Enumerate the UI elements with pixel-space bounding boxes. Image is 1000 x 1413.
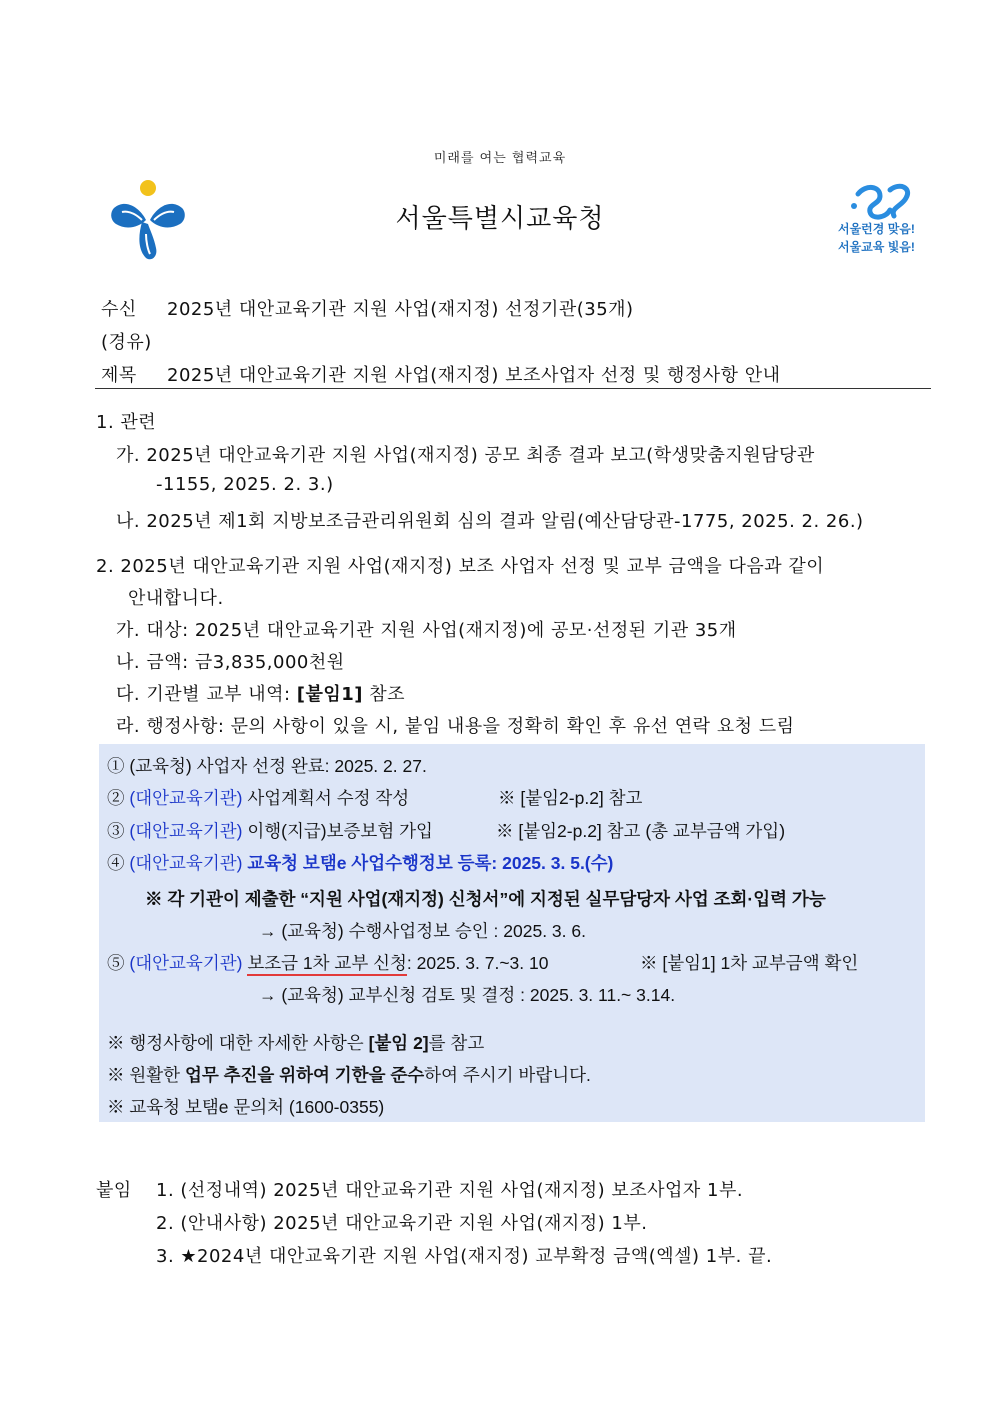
section-2-line2: 안내합니다. bbox=[128, 588, 224, 609]
subject-value: 2025년 대안교육기관 지원 사업(재지정) 보조사업자 선정 및 행정사항 안내 bbox=[167, 365, 781, 386]
step-2-note: ※ [붙임2-p.2] 참고 bbox=[498, 788, 643, 808]
section-2-item-c bbox=[116, 680, 405, 706]
recipient-value: 2025년 대안교육기관 지원 사업(재지정) 선정기관(35개) bbox=[167, 299, 634, 320]
attachment-3: 3. ★2024년 대안교육기관 지원 사업(재지정) 교부확정 금액(엑셀) 1부. 끝. bbox=[156, 1246, 773, 1267]
section-2-item-a: 가. 대상: 2025년 대안교육기관 지원 사업(재지정)에 공모·선정된 기관 35개 bbox=[116, 620, 737, 641]
slogan-logo-line1: 서울런경 맞음! bbox=[838, 222, 915, 236]
box-note-2 bbox=[107, 1062, 591, 1087]
attachment-1-ref: [붙임1] bbox=[296, 684, 364, 705]
recipient-label: 수신 bbox=[101, 299, 137, 320]
step-3-text: 이행(지급)보증보험 가입 bbox=[242, 821, 433, 841]
section-2-line1: 2. 2025년 대안교육기관 지원 사업(재지정) 보조 사업자 선정 및 교부 금액을 다음과 같이 bbox=[96, 556, 825, 577]
step-2-number: ② bbox=[107, 788, 130, 808]
step-5-sub: → (교육청) 교부신청 검토 및 결정 : 2025. 3. 11.~ 3.14. bbox=[259, 985, 676, 1005]
box-note-1 bbox=[107, 1030, 484, 1055]
slogan: 미래를 여는 협력교육 bbox=[433, 151, 567, 166]
box-note-1-bold: [붙임 2] bbox=[368, 1033, 429, 1053]
section-1-item-b: 나. 2025년 제1회 지방보조금관리위원회 심의 결과 알림(예산담당관-1775, 2025. 2. 26.) bbox=[116, 511, 864, 532]
subject-row bbox=[101, 361, 781, 387]
subject-label: 제목 bbox=[101, 365, 137, 386]
step-4-text: 교육청 보탬e 사업수행정보 등록: 2025. 3. 5.(수) bbox=[242, 853, 614, 873]
box-note-1-prefix: ※ 행정사항에 대한 자세한 사항은 bbox=[107, 1033, 369, 1053]
step-3-number: ③ bbox=[107, 821, 130, 841]
step-5-text-rest: : 2025. 3. 7.~3. 10 bbox=[406, 953, 549, 973]
box-note-2-bold: 업무 추진을 위하여 기한을 준수 bbox=[184, 1065, 425, 1085]
slogan-logo-line2: 서울교육 빛음! bbox=[838, 240, 915, 254]
step-4-sub: → (교육청) 수행사업정보 승인 : 2025. 3. 6. bbox=[259, 921, 586, 941]
step-4-org: (대안교육기관) bbox=[129, 853, 243, 873]
attachments-label: 붙임 bbox=[96, 1180, 132, 1201]
step-5-number: ⑤ bbox=[107, 953, 130, 973]
schedule-step-3 bbox=[107, 818, 433, 843]
step-3-note: ※ [붙임2-p.2] 참고 (총 교부금액 가입) bbox=[496, 821, 786, 841]
step-3-org: (대안교육기관) bbox=[129, 821, 243, 841]
step-4-number: ④ bbox=[107, 853, 130, 873]
step-5-text-underlined: 보조금 1차 교부 신청 bbox=[247, 953, 407, 976]
schedule-box bbox=[99, 744, 925, 1122]
box-note-2-suffix: 하여 주시기 바랍니다. bbox=[424, 1065, 591, 1085]
step-4-note: ※ 각 기관이 제출한 “지원 사업(재지정) 신청서”에 지정된 실무담당자 사업 조회·입력 가능 bbox=[145, 889, 826, 909]
organization-title: 서울특별시교육청 bbox=[395, 204, 605, 234]
slogan-logo bbox=[836, 180, 928, 260]
recipient-row bbox=[101, 295, 634, 321]
schedule-step-4 bbox=[107, 850, 613, 875]
step-2-org: (대안교육기관) bbox=[129, 788, 243, 808]
section-1-item-a-line2: -1155, 2025. 2. 3.) bbox=[156, 474, 334, 495]
section-2-item-c-suffix: 참조 bbox=[363, 684, 406, 705]
via-label: (경유) bbox=[101, 332, 152, 353]
schedule-step-2 bbox=[107, 785, 409, 810]
attachment-2: 2. (안내사항) 2025년 대안교육기관 지원 사업(재지정) 1부. bbox=[156, 1213, 648, 1234]
header-divider bbox=[95, 388, 931, 389]
attachment-1: 1. (선정내역) 2025년 대안교육기관 지원 사업(재지정) 보조사업자 1부. bbox=[156, 1180, 744, 1201]
section-2-item-d: 라. 행정사항: 문의 사항이 있을 시, 붙임 내용을 정확히 확인 후 유선 연락 요청 드림 bbox=[116, 716, 795, 737]
schedule-step-5 bbox=[107, 950, 548, 975]
box-note-3: ※ 교육청 보탬e 문의처 (1600-0355) bbox=[107, 1097, 385, 1117]
section-1-title: 1. 관련 bbox=[96, 412, 157, 433]
step-5-org: (대안교육기관) bbox=[129, 953, 243, 973]
step-2-text: 사업계획서 수정 작성 bbox=[242, 788, 410, 808]
box-note-1-suffix: 를 참고 bbox=[428, 1033, 485, 1053]
step-5-note: ※ [붙임1] 1차 교부금액 확인 bbox=[640, 953, 859, 973]
section-1-item-a-line1: 가. 2025년 대안교육기관 지원 사업(재지정) 공모 최종 결과 보고(학생맞춤지원담당관 bbox=[116, 445, 815, 466]
section-2-item-b: 나. 금액: 금3,835,000천원 bbox=[116, 652, 345, 673]
schedule-step-1: ① (교육청) 사업자 선정 완료: 2025. 2. 27. bbox=[107, 756, 427, 776]
box-note-2-prefix: ※ 원활한 bbox=[107, 1065, 185, 1085]
section-2-item-c-prefix: 다. 기관별 교부 내역: bbox=[116, 684, 297, 705]
